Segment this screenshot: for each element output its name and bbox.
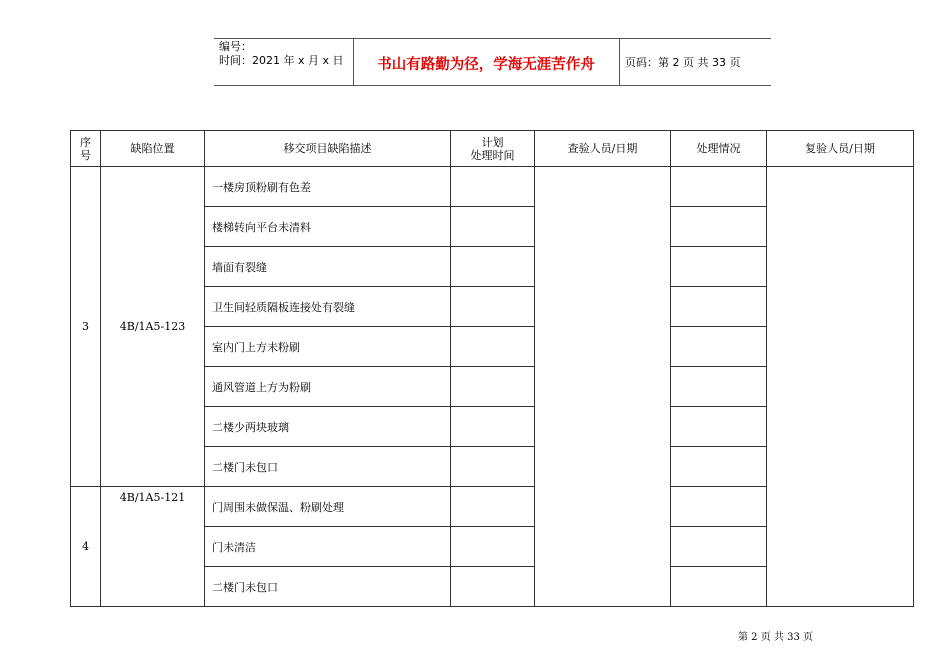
document-code-label: 编号： [219, 40, 252, 53]
description-cell: 卫生间轻质隔板连接处有裂缝 [205, 287, 451, 327]
description-cell: 楼梯转向平台未清料 [205, 207, 451, 247]
col-header-location: 缺陷位置 [101, 131, 205, 167]
col-header-description: 移交项目缺陷描述 [205, 131, 451, 167]
description-cell: 门未清洁 [205, 527, 451, 567]
seq-cell: 4 [71, 487, 101, 607]
handling-cell [671, 487, 767, 527]
table-row [71, 167, 914, 207]
plan-time-cell [451, 367, 535, 407]
plan-time-cell [451, 527, 535, 567]
footer-page-number: 第 2 页 共 33 页 [738, 632, 813, 643]
handling-cell [671, 247, 767, 287]
plan-time-cell [451, 567, 535, 607]
plan-time-cell [451, 327, 535, 367]
handling-cell [671, 567, 767, 607]
location-cell: 4B/1A5-121 [101, 487, 205, 607]
col-header-handling: 处理情况 [671, 131, 767, 167]
description-cell: 二楼门未包口 [205, 447, 451, 487]
description-cell: 室内门上方未粉刷 [205, 327, 451, 367]
header-divider [619, 38, 620, 85]
handling-cell [671, 167, 767, 207]
description-cell: 二楼少两块玻璃 [205, 407, 451, 447]
col-header-inspector: 查验人员/日期 [535, 131, 671, 167]
location-cell: 4B/1A5-123 [101, 167, 205, 487]
handling-cell [671, 367, 767, 407]
header-top-rule [214, 38, 771, 39]
handling-cell [671, 327, 767, 367]
header-slogan: 书山有路勤为径，学海无涯苦作舟 [377, 57, 595, 73]
plan-time-cell [451, 207, 535, 247]
document-time-label: 时间：2021 年 x 月 x 日 [219, 54, 344, 67]
reinspect-cell [767, 167, 914, 607]
plan-time-cell [451, 287, 535, 327]
plan-time-cell [451, 167, 535, 207]
handling-cell [671, 287, 767, 327]
header-page-number: 页码：第 2 页 共 33 页 [625, 56, 741, 69]
handling-cell [671, 447, 767, 487]
plan-time-cell [451, 407, 535, 447]
plan-time-cell [451, 487, 535, 527]
description-cell: 二楼门未包口 [205, 567, 451, 607]
col-header-seq: 序 号 [71, 131, 101, 167]
header-divider [353, 38, 354, 85]
description-cell: 一楼房顶粉刷有色差 [205, 167, 451, 207]
plan-time-cell [451, 447, 535, 487]
inspector-cell [535, 167, 671, 607]
description-cell: 门周围未做保温、粉刷处理 [205, 487, 451, 527]
handling-cell [671, 527, 767, 567]
plan-time-cell [451, 247, 535, 287]
header-bottom-rule [214, 85, 771, 86]
col-header-plan-time: 计划 处理时间 [451, 131, 535, 167]
handling-cell [671, 407, 767, 447]
table-header-row [71, 131, 914, 167]
handling-cell [671, 207, 767, 247]
seq-cell: 3 [71, 167, 101, 487]
description-cell: 墙面有裂缝 [205, 247, 451, 287]
defect-table [70, 130, 914, 607]
col-header-reinspect: 复验人员/日期 [767, 131, 914, 167]
description-cell: 通风管道上方为粉刷 [205, 367, 451, 407]
